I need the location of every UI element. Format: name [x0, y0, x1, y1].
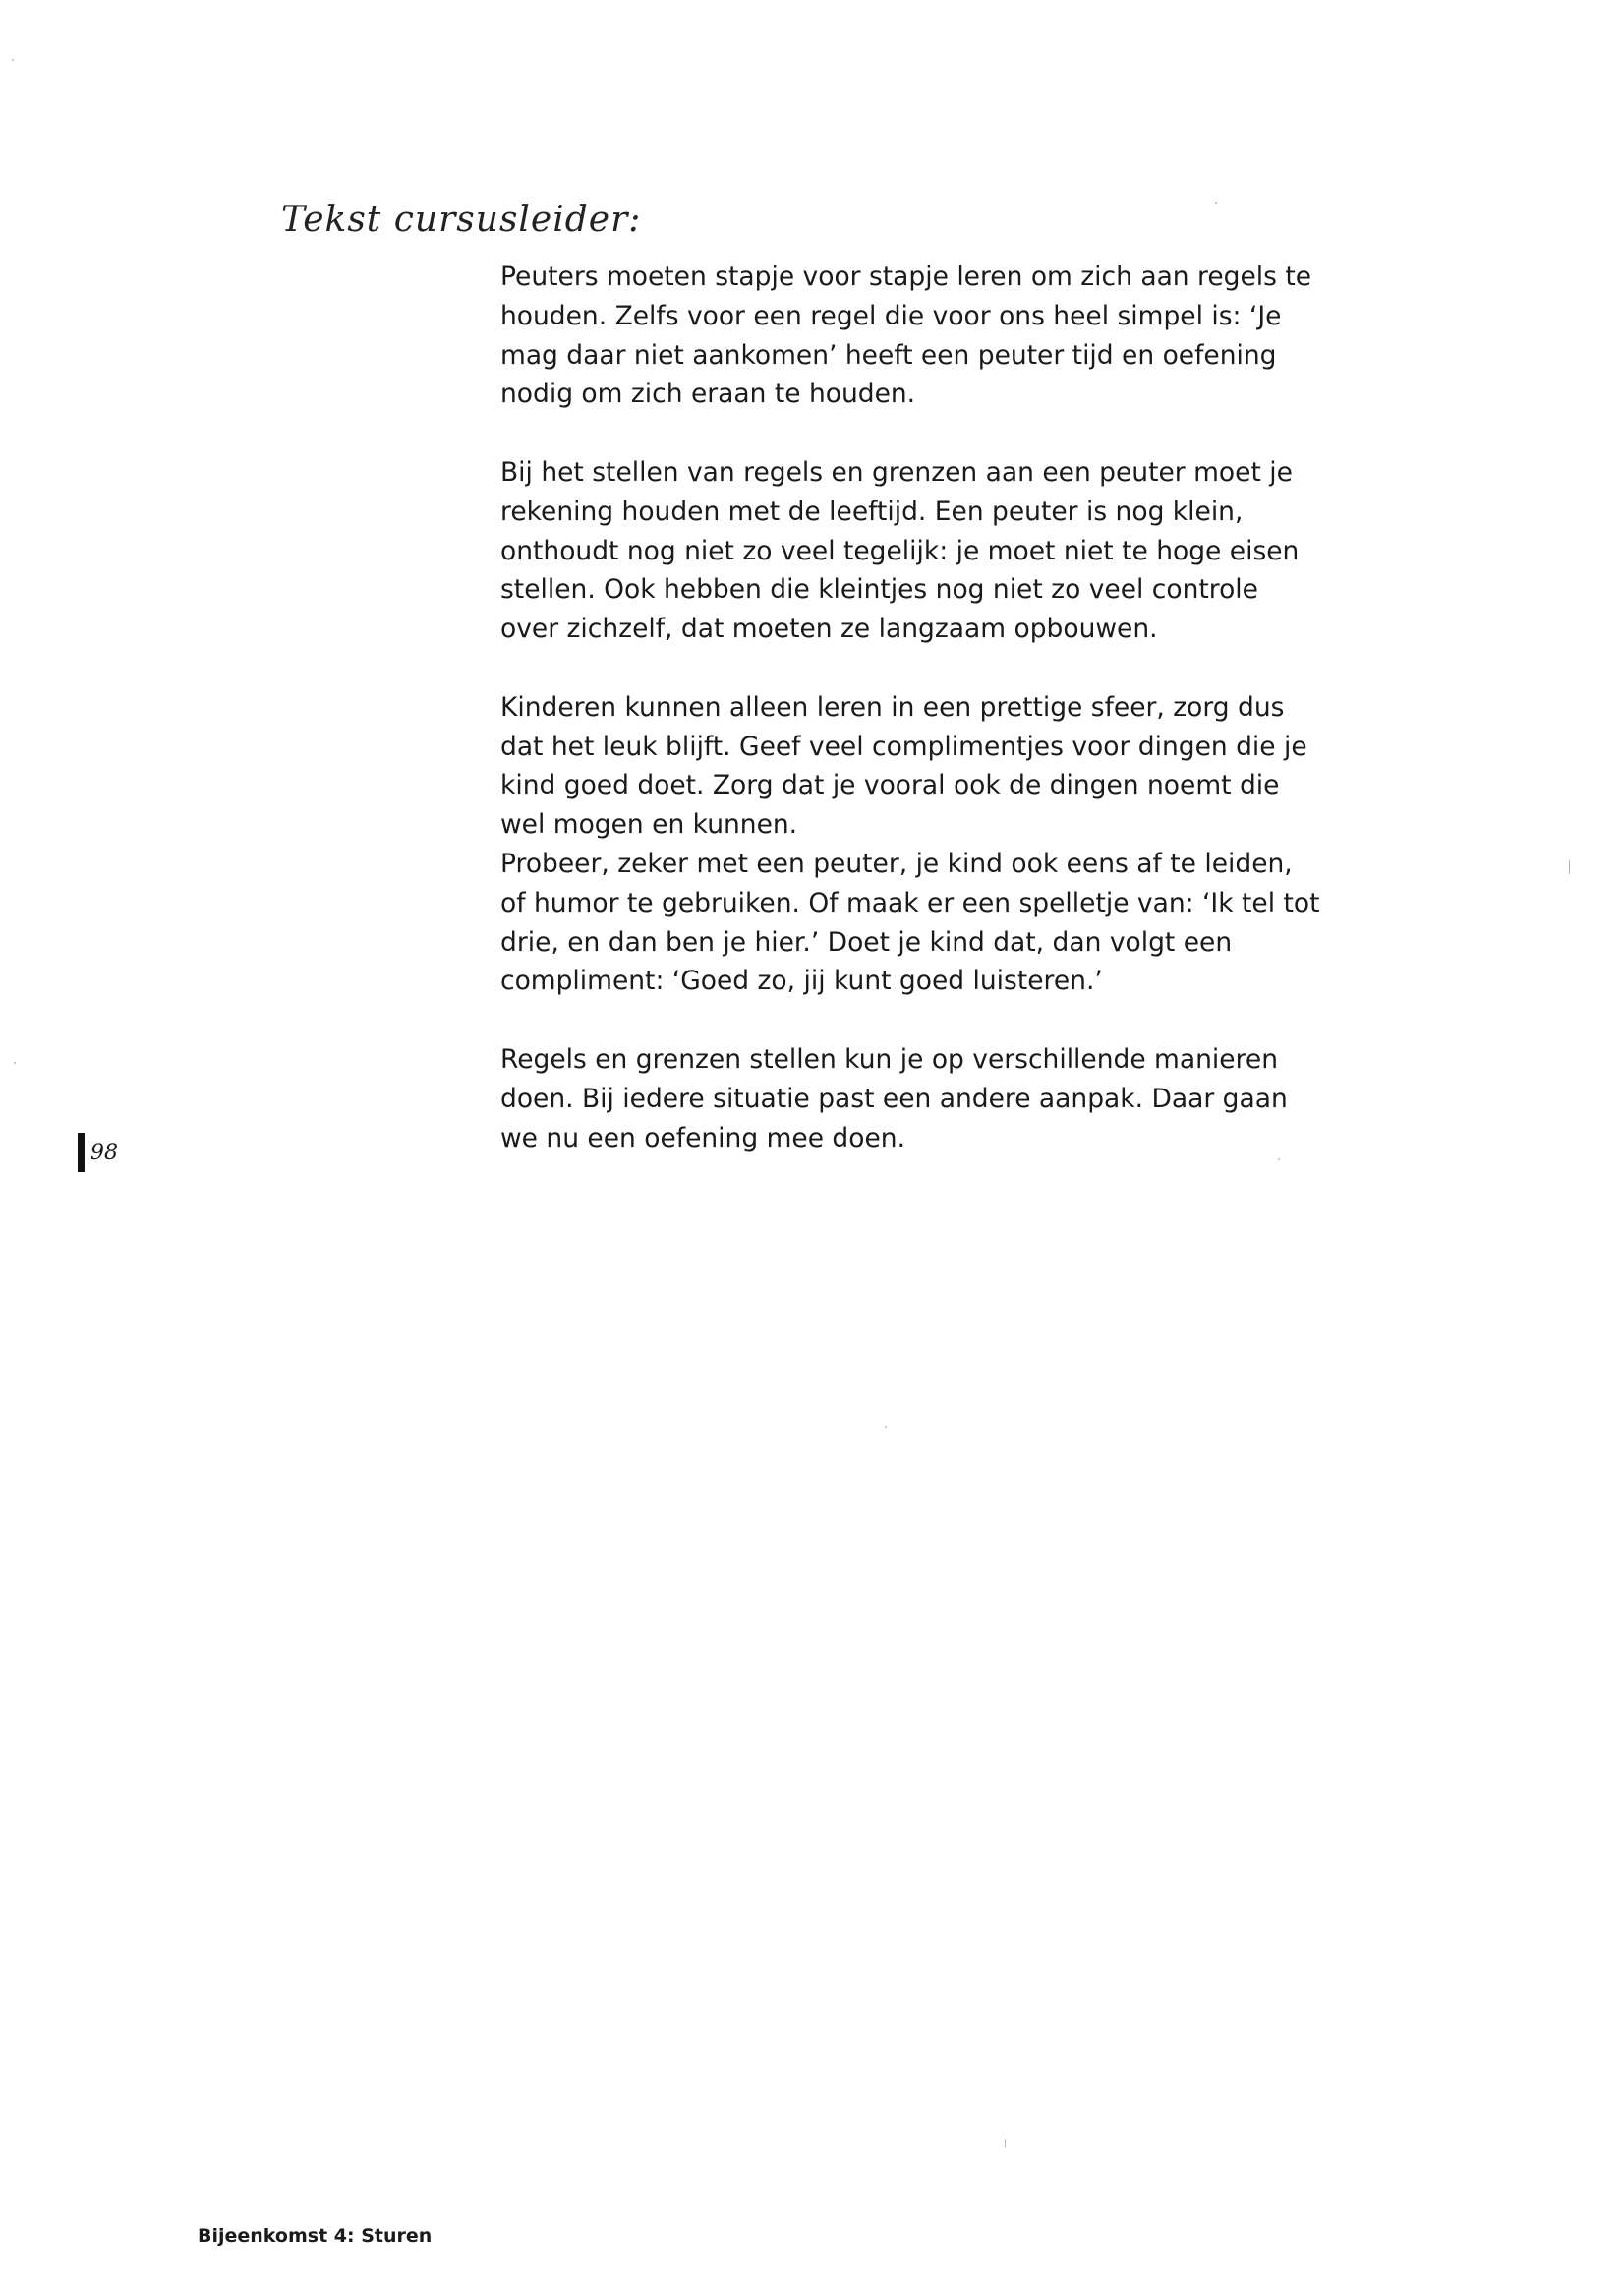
- scan-speck: [1278, 1158, 1280, 1160]
- scan-speck: [1005, 2139, 1006, 2147]
- section-heading: Tekst cursusleider:: [281, 200, 642, 240]
- paragraph: Regels en grenzen stellen kun je op verschillende manieren doen. Bij iedere situatie past een andere aanpak. Daar gaan we nu een oefening mee doen.: [500, 1043, 1288, 1153]
- running-footer: Bijeenkomst 4: Sturen: [198, 2225, 433, 2247]
- scan-speck: [12, 59, 14, 61]
- page-number-block: [78, 1133, 118, 1172]
- page-marker-bar: [78, 1133, 85, 1172]
- paragraph: Probeer, zeker met een peuter, je kind ook eens af te leiden, of humor te gebruiken. Of maak er een spelletje van: ‘Ik tel tot drie, en dan ben je hier.’ Doet je kind dat, dan volgt een compliment: ‘Goed zo, jij kunt goed luisteren.’: [500, 848, 1320, 997]
- scan-speck: [14, 1062, 16, 1064]
- body-text: [500, 258, 1365, 1157]
- paragraph: Bij het stellen van regels en grenzen aan een peuter moet je rekening houden met de leeftijd. Een peuter is nog klein, onthoudt nog niet zo veel tegelijk: je moet niet te hoge eisen stellen. Ook hebben die kleintjes nog niet zo veel controle over zichzelf, dat moeten ze langzaam opbouwen.: [500, 456, 1300, 645]
- scan-speck: [885, 1426, 887, 1428]
- page-number: 98: [90, 1140, 118, 1165]
- paragraph: Peuters moeten stapje voor stapje leren om zich aan regels te houden. Zelfs voor een regel die voor ons heel simpel is: ‘Je mag daar niet aankomen’ heeft een peuter tijd en oefening nodig om zich eraan te houden.: [500, 262, 1312, 410]
- paragraph: Kinderen kunnen alleen leren in een prettige sfeer, zorg dus dat het leuk blijft. Geef veel complimentjes voor dingen die je kind goed doet. Zorg dat je vooral ook de dingen noemt die wel mogen en kunnen.: [500, 691, 1307, 841]
- scan-speck: [1215, 202, 1217, 204]
- scan-speck: [1569, 860, 1570, 874]
